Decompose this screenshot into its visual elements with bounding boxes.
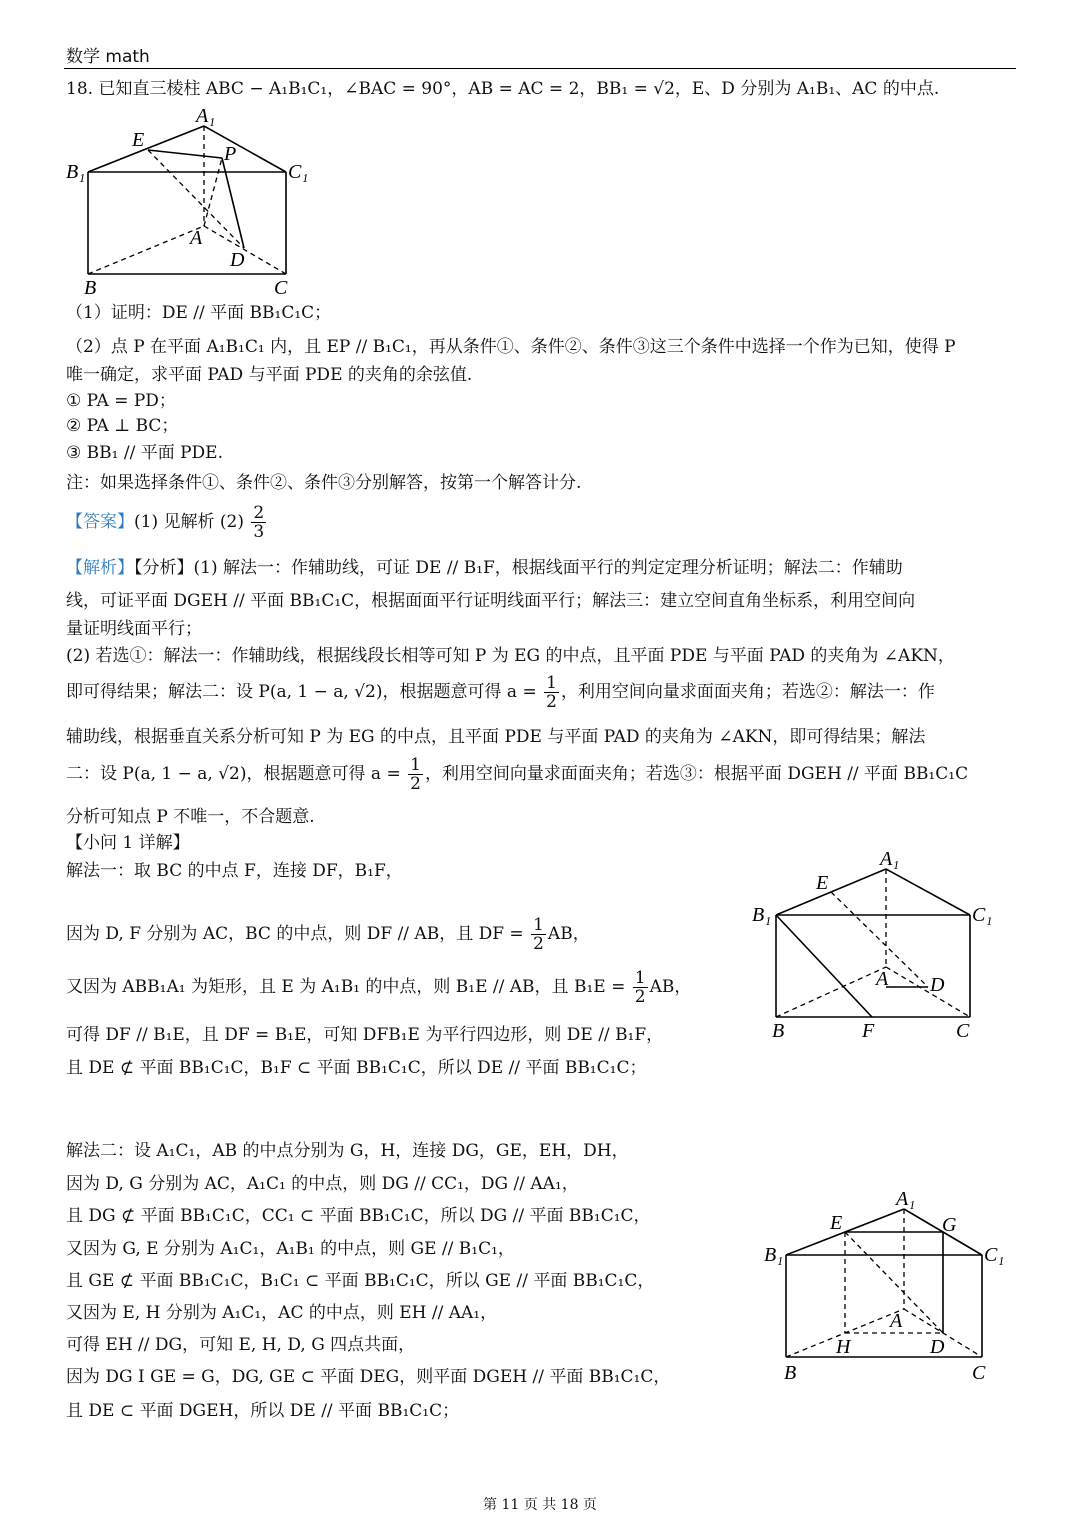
problem-note: 注：如果选择条件①、条件②、条件③分别解答，按第一个解答计分. (66, 473, 582, 493)
analysis-line-7 (66, 752, 968, 796)
fig2-label-e: E (816, 872, 829, 894)
half-den-4: 2 (634, 987, 646, 1007)
answer-line (66, 500, 268, 544)
fig2-label-b: B (772, 1020, 785, 1042)
analysis-tag: 【解析】 (66, 558, 134, 578)
fig3-label-b: B (784, 1362, 797, 1384)
analysis-line-6: 辅助线，根据垂直关系分析可知 P 为 EG 的中点，且平面 PDE 与平面 PAD 的夹角为 ∠AKN，即可得结果；解法 (66, 727, 926, 747)
half-num-2: 1 (410, 755, 421, 775)
fig3-label-b1: B₁ (764, 1244, 784, 1266)
half-num-3: 1 (533, 915, 544, 935)
fig1-label-a1: A₁ (196, 105, 216, 127)
header-rule (64, 68, 1016, 69)
fig1-label-p: P (224, 143, 237, 165)
fig3-label-g: G (942, 1214, 957, 1236)
method1-l2a: 因为 D, F 分别为 AC，BC 的中点，则 DF // AB，且 DF = (66, 924, 524, 944)
problem-q2-line2: 唯一确定，求平面 PAD 与平面 PDE 的夹角的余弦值. (66, 365, 473, 385)
analysis-line-4: (2) 若选①：解法一：作辅助线，根据线段长相等可知 P 为 EG 的中点，且平面 PDE 与平面 PAD 的夹角为 ∠AKN， (66, 646, 955, 666)
fig2-label-b1: B₁ (752, 904, 772, 926)
half-fraction-3 (531, 916, 546, 953)
method2-line-6: 又因为 E, H 分别为 A₁C₁，AC 的中点，则 EH // AA₁， (66, 1303, 498, 1323)
method1-l3b: AB， (649, 977, 692, 997)
analysis-l5a: 即可得结果；解法二：设 P(a, 1 − a, √2)，根据题意可得 a = (66, 682, 537, 702)
analysis-line-2: 线，可证平面 DGEH // 平面 BB₁C₁C，根据面面平行证明线面平行；解法三：建立空间直角坐标系，利用空间向 (66, 591, 916, 611)
method1-line-1: 解法一：取 BC 的中点 F，连接 DF，B₁F， (66, 861, 403, 881)
problem-q2-line1: （2）点 P 在平面 A₁B₁C₁ 内，且 EP // B₁C₁，再从条件①、条件②、条件③这三个条件中选择一个作为已知，使得 P (66, 337, 956, 357)
analysis-l5b: ，利用空间向量求面面夹角；若选②：解法一：作 (560, 682, 935, 702)
method2-line-9: 且 DE ⊂ 平面 DGEH，所以 DE // 平面 BB₁C₁C； (66, 1401, 460, 1421)
fig3-label-c1: C₁ (984, 1244, 1005, 1266)
method1-line-4: 可得 DF // B₁E，且 DF = B₁E，可知 DFB₁E 为平行四边形，则 DE // B₁F， (66, 1025, 664, 1045)
figure-2 (750, 845, 1012, 1045)
answer-frac-den: 3 (253, 522, 265, 542)
fig1-label-e: E (132, 129, 145, 151)
method2-line-5: 且 GE ⊄ 平面 BB₁C₁C，B₁C₁ ⊂ 平面 BB₁C₁C，所以 GE // 平面 BB₁C₁C， (66, 1271, 655, 1291)
answer-text: (1) 见解析 (2) (134, 512, 244, 532)
half-fraction-1 (544, 674, 559, 711)
half-num-4: 1 (634, 968, 646, 988)
method2-line-4: 又因为 G, E 分别为 A₁C₁，A₁B₁ 的中点，则 GE // B₁C₁， (66, 1239, 515, 1259)
fig3-label-c: C (972, 1362, 986, 1384)
fig1-label-c1: C₁ (288, 161, 309, 183)
fig1-label-d: D (230, 249, 245, 271)
method2-line-8: 因为 DG I GE = G，DG, GE ⊂ 平面 DEG，则平面 DGEH // 平面 BB₁C₁C， (66, 1367, 671, 1387)
answer-fraction (251, 504, 266, 541)
method1-line-2 (66, 912, 590, 956)
method2-line-7: 可得 EH // DG，可知 E, H, D, G 四点共面， (66, 1335, 416, 1355)
fig2-label-a1: A₁ (880, 848, 900, 870)
half-den-2: 2 (410, 774, 421, 794)
fig3-label-a: A (890, 1310, 903, 1332)
analysis-l7b: ，利用空间向量求面面夹角；若选③：根据平面 DGEH // 平面 BB₁C₁C (424, 764, 969, 784)
analysis-line-1 (66, 557, 903, 579)
answer-tag: 【答案】 (66, 512, 134, 532)
method1-l3a: 又因为 ABB₁A₁ 为矩形，且 E 为 A₁B₁ 的中点，则 B₁E // AB，且 B₁E = (66, 977, 626, 997)
analysis-l7a: 二：设 P(a, 1 − a, √2)，根据题意可得 a = (66, 764, 401, 784)
half-den-3: 2 (533, 934, 544, 954)
method1-line-5: 且 DE ⊄ 平面 BB₁C₁C，B₁F ⊂ 平面 BB₁C₁C，所以 DE // 平面 BB₁C₁C； (66, 1058, 647, 1078)
fig1-label-b1: B₁ (66, 161, 86, 183)
fig2-label-d: D (930, 974, 945, 996)
fig2-label-a: A (876, 968, 889, 990)
method2-line-2: 因为 D, G 分别为 AC，A₁C₁ 的中点，则 DG // CC₁，DG // AA₁， (66, 1174, 579, 1194)
fig1-label-a: A (190, 227, 203, 249)
method1-line-3 (66, 965, 691, 1009)
method2-line-1: 解法二：设 A₁C₁，AB 的中点分别为 G，H，连接 DG，GE，EH，DH， (66, 1141, 629, 1161)
fig2-label-c1: C₁ (972, 904, 993, 926)
analysis-line-5 (66, 670, 935, 714)
problem-q1: （1）证明：DE // 平面 BB₁C₁C； (66, 303, 332, 323)
figure-3 (750, 1185, 1012, 1385)
fig3-label-e: E (830, 1212, 843, 1234)
fig1-label-b: B (84, 277, 97, 299)
analysis-l1: 【分析】(1) 解法一：作辅助线，可证 DE // B₁F，根据线面平行的判定定理分析证明；解法二：作辅助 (134, 558, 903, 578)
half-num-1: 1 (546, 673, 557, 693)
fig3-label-a1: A₁ (896, 1188, 916, 1210)
figure-1 (64, 102, 309, 299)
sub1-title: 【小问 1 详解】 (66, 833, 190, 853)
answer-frac-num: 2 (253, 503, 265, 523)
analysis-line-3: 量证明线面平行； (66, 619, 202, 639)
page-footer: 第 11 页 共 18 页 (483, 1497, 597, 1513)
header-subject: 数学 math (66, 47, 150, 67)
method2-line-3: 且 DG ⊄ 平面 BB₁C₁C，CC₁ ⊂ 平面 BB₁C₁C，所以 DG // 平面 BB₁C₁C， (66, 1206, 651, 1226)
fig2-label-f: F (862, 1020, 875, 1042)
condition-2: ② PA ⊥ BC； (66, 416, 179, 436)
half-fraction-2 (408, 756, 423, 793)
fig2-label-c: C (956, 1020, 970, 1042)
condition-1: ① PA = PD； (66, 391, 176, 411)
method1-l2b: AB， (547, 924, 590, 944)
analysis-line-8: 分析可知点 P 不唯一，不合题意. (66, 807, 315, 827)
half-den-1: 2 (546, 692, 557, 712)
problem-stem: 18. 已知直三棱柱 ABC − A₁B₁C₁，∠BAC = 90°，AB = AC = 2，BB₁ = √2，E、D 分别为 A₁B₁、AC 的中点. (66, 79, 940, 99)
condition-3: ③ BB₁ // 平面 PDE. (66, 443, 223, 463)
half-fraction-4 (633, 969, 648, 1006)
fig3-label-d: D (930, 1336, 945, 1358)
fig1-label-c: C (274, 277, 288, 299)
fig3-label-h: H (836, 1336, 851, 1358)
